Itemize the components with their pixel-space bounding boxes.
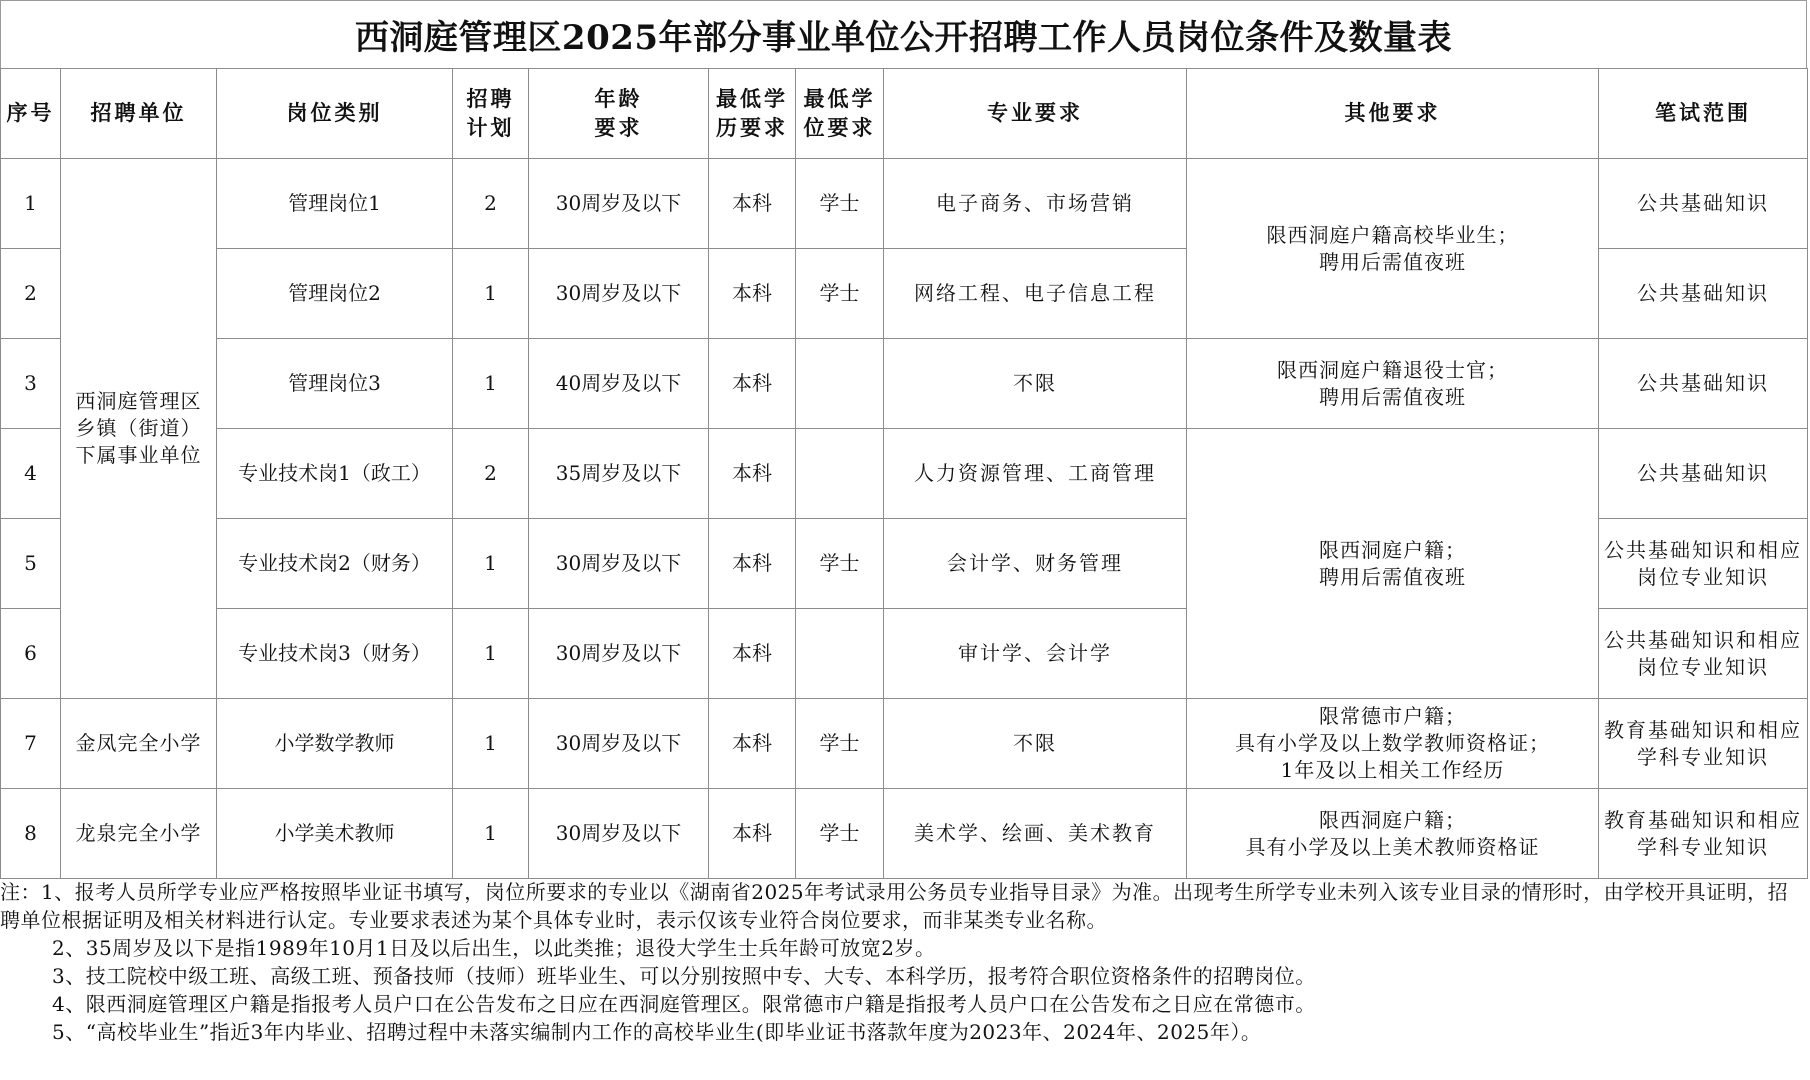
plan-cell: 1: [453, 789, 529, 879]
other-cell: 限西洞庭户籍； 具有小学及以上美术教师资格证: [1187, 789, 1599, 879]
header-seq: 序号: [1, 69, 61, 159]
plan-cell: 1: [453, 609, 529, 699]
plan-cell: 1: [453, 249, 529, 339]
post-cell: 专业技术岗3（财务）: [217, 609, 453, 699]
major-cell: 会计学、财务管理: [884, 519, 1187, 609]
major-cell: 审计学、会计学: [884, 609, 1187, 699]
note-4: 4、限西洞庭管理区户籍是指报考人员户口在公告发布之日应在西洞庭管理区。限常德市户籍是指报考人员户口在公告发布之日应在常德市。: [52, 992, 1316, 1016]
post-cell: 专业技术岗1（政工）: [217, 429, 453, 519]
degree-cell: [796, 429, 884, 519]
exam-cell: 教育基础知识和相应 学科专业知识: [1599, 789, 1808, 879]
post-cell: 专业技术岗2（财务）: [217, 519, 453, 609]
seq-cell: 1: [1, 159, 61, 249]
exam-cell: 公共基础知识: [1599, 429, 1808, 519]
header-other: 其他要求: [1187, 69, 1599, 159]
other-cell: 限常德市户籍； 具有小学及以上数学教师资格证； 1年及以上相关工作经历: [1187, 699, 1599, 789]
header-edu: 最低学 历要求: [709, 69, 796, 159]
plan-cell: 1: [453, 519, 529, 609]
unit-cell: 金凤完全小学: [61, 699, 217, 789]
positions-table: [0, 68, 1808, 879]
seq-cell: 6: [1, 609, 61, 699]
seq-cell: 3: [1, 339, 61, 429]
seq-cell: 5: [1, 519, 61, 609]
seq-cell: 8: [1, 789, 61, 879]
post-cell: 管理岗位1: [217, 159, 453, 249]
note-3: 3、技工院校中级工班、高级工班、预备技师（技师）班毕业生、可以分别按照中专、大专、本科学历，报考符合职位资格条件的招聘岗位。: [52, 964, 1316, 988]
exam-cell: 公共基础知识和相应 岗位专业知识: [1599, 609, 1808, 699]
header-age: 年龄 要求: [529, 69, 709, 159]
age-cell: 30周岁及以下: [529, 789, 709, 879]
header-unit: 招聘单位: [61, 69, 217, 159]
major-cell: 电子商务、市场营销: [884, 159, 1187, 249]
other-cell: 限西洞庭户籍高校毕业生； 聘用后需值夜班: [1187, 159, 1599, 339]
edu-cell: 本科: [709, 429, 796, 519]
table-row: [1, 699, 1808, 789]
page-title: 西洞庭管理区2025年部分事业单位公开招聘工作人员岗位条件及数量表: [354, 18, 1453, 58]
major-cell: 不限: [884, 339, 1187, 429]
note-1: 注：1、报考人员所学专业应严格按照毕业证书填写，岗位所要求的专业以《湖南省2025年考试录用公务员专业指导目录》为准。出现考生所学专业未列入该专业目录的情形时，由学校开具证明，招聘单位根据证明及相关材料进行认定。专业要求表述为某个具体专业时，表示仅该专业符合岗位要求，而非某类专业名称。: [0, 880, 1789, 932]
table-row: [1, 339, 1808, 429]
header-exam: 笔试范围: [1599, 69, 1808, 159]
plan-cell: 2: [453, 429, 529, 519]
degree-cell: 学士: [796, 249, 884, 339]
header-degree: 最低学 位要求: [796, 69, 884, 159]
post-cell: 管理岗位3: [217, 339, 453, 429]
degree-cell: [796, 339, 884, 429]
degree-cell: 学士: [796, 159, 884, 249]
seq-cell: 4: [1, 429, 61, 519]
major-cell: 美术学、绘画、美术教育: [884, 789, 1187, 879]
table-row: [1, 429, 1808, 519]
exam-cell: 公共基础知识: [1599, 249, 1808, 339]
post-cell: 小学美术教师: [217, 789, 453, 879]
exam-cell: 公共基础知识: [1599, 159, 1808, 249]
note-2: 2、35周岁及以下是指1989年10月1日及以后出生，以此类推；退役大学生士兵年龄可放宽2岁。: [52, 936, 936, 960]
table-row: [1, 159, 1808, 249]
edu-cell: 本科: [709, 519, 796, 609]
age-cell: 30周岁及以下: [529, 519, 709, 609]
header-plan: 招聘 计划: [453, 69, 529, 159]
plan-cell: 2: [453, 159, 529, 249]
edu-cell: 本科: [709, 789, 796, 879]
note-5: 5、“高校毕业生”指近3年内毕业、招聘过程中未落实编制内工作的高校毕业生(即毕业证书落款年度为2023年、2024年、2025年）。: [52, 1020, 1262, 1044]
other-cell: 限西洞庭户籍； 聘用后需值夜班: [1187, 429, 1599, 699]
age-cell: 35周岁及以下: [529, 429, 709, 519]
degree-cell: [796, 609, 884, 699]
degree-cell: 学士: [796, 699, 884, 789]
unit-cell: 龙泉完全小学: [61, 789, 217, 879]
age-cell: 30周岁及以下: [529, 249, 709, 339]
edu-cell: 本科: [709, 339, 796, 429]
age-cell: 30周岁及以下: [529, 699, 709, 789]
degree-cell: 学士: [796, 519, 884, 609]
title-row: [0, 0, 1807, 68]
exam-cell: 教育基础知识和相应 学科专业知识: [1599, 699, 1808, 789]
major-cell: 网络工程、电子信息工程: [884, 249, 1187, 339]
edu-cell: 本科: [709, 609, 796, 699]
edu-cell: 本科: [709, 699, 796, 789]
table-row: [1, 789, 1808, 879]
plan-cell: 1: [453, 339, 529, 429]
age-cell: 40周岁及以下: [529, 339, 709, 429]
header-row: [1, 69, 1808, 159]
major-cell: 人力资源管理、工商管理: [884, 429, 1187, 519]
notes-section: [0, 878, 1807, 1046]
age-cell: 30周岁及以下: [529, 609, 709, 699]
plan-cell: 1: [453, 699, 529, 789]
seq-cell: 7: [1, 699, 61, 789]
header-post: 岗位类别: [217, 69, 453, 159]
post-cell: 小学数学教师: [217, 699, 453, 789]
edu-cell: 本科: [709, 249, 796, 339]
major-cell: 不限: [884, 699, 1187, 789]
edu-cell: 本科: [709, 159, 796, 249]
exam-cell: 公共基础知识: [1599, 339, 1808, 429]
exam-cell: 公共基础知识和相应 岗位专业知识: [1599, 519, 1808, 609]
age-cell: 30周岁及以下: [529, 159, 709, 249]
unit-cell: 西洞庭管理区 乡镇（街道） 下属事业单位: [61, 159, 217, 699]
post-cell: 管理岗位2: [217, 249, 453, 339]
other-cell: 限西洞庭户籍退役士官； 聘用后需值夜班: [1187, 339, 1599, 429]
header-major: 专业要求: [884, 69, 1187, 159]
degree-cell: 学士: [796, 789, 884, 879]
seq-cell: 2: [1, 249, 61, 339]
